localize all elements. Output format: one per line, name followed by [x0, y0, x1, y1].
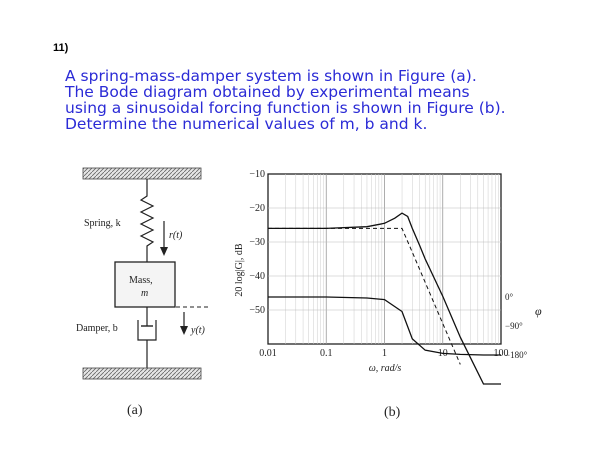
- mass-label: Mass,: [129, 275, 153, 286]
- force-label: r(t): [169, 230, 183, 241]
- phase-tick-label: −180°: [505, 350, 528, 360]
- x-axis-label: ω, rad/s: [368, 363, 402, 374]
- y-tick-label: −30: [249, 237, 265, 248]
- figure-a-caption: (a): [127, 403, 143, 418]
- x-tick-label: 100: [493, 348, 509, 359]
- problem-line-4: Determine the numerical values of m, b and k.: [65, 115, 428, 133]
- y-tick-label: −40: [249, 271, 265, 282]
- y-tick-label: −10: [249, 169, 265, 180]
- phase-tick-label: 0°: [505, 292, 514, 302]
- question-number: 11): [53, 42, 69, 54]
- mass-symbol: m: [141, 288, 149, 299]
- phase-axis-label: φ: [535, 304, 542, 318]
- y-tick-label: −20: [249, 203, 265, 214]
- problem-line-1: A spring-mass-damper system is shown in Figure (a).: [65, 67, 477, 85]
- x-tick-label: 0.01: [259, 348, 277, 359]
- y-axis-label: 20 log|G|, dB: [234, 243, 245, 297]
- y-tick-label: −50: [249, 305, 265, 316]
- problem-line-2: The Bode diagram obtained by experimental means: [65, 83, 470, 101]
- x-tick-label: 0.1: [320, 348, 333, 359]
- phase-tick-label: −90°: [505, 321, 523, 331]
- displacement-label: y(t): [191, 325, 205, 336]
- spring-label: Spring, k: [84, 218, 121, 229]
- problem-line-3: using a sinusoidal forcing function is shown in Figure (b).: [65, 99, 506, 117]
- figure-b-caption: (b): [384, 405, 401, 420]
- damper-label: Damper, b: [76, 323, 118, 334]
- x-tick-label: 10: [437, 348, 448, 359]
- x-tick-label: 1: [382, 348, 387, 359]
